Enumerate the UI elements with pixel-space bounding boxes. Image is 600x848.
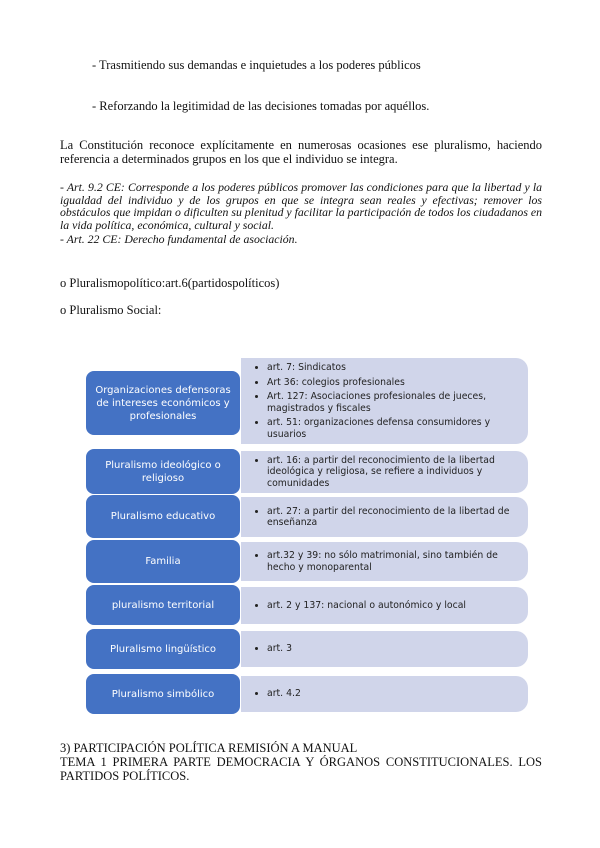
diagram-detail-5 [241,587,528,624]
diagram-label-1: Organizaciones defensoras de intereses económicos y profesionales [85,370,241,436]
detail-item: • art. 16: a partir del reconocimiento de la libertad ideológica y religiosa, se refiere a individuos y comunidades [267,455,520,490]
pluralismo-politico: o Pluralismopolítico:art.6(partidospolíticos) [60,276,280,290]
detail-item: • art. 3 [267,643,520,655]
bullet-1: - Trasmitiendo sus demandas e inquietudes a los poderes públicos [92,58,421,72]
paragraph: La Constitución reconoce explícitamente en numerosas ocasiones ese pluralismo, haciendo referencia a determinados grupos en los que el individuo se integra. [60,138,542,166]
diagram-label-2: Pluralismo ideológico o religioso [85,448,241,495]
quote-art-22: - Art. 22 CE: Derecho fundamental de asociación. [60,232,298,246]
section-text: TEMA 1 PRIMERA PARTE DEMOCRACIA Y ÓRGANOS CONSTITUCIONALES. LOS PARTIDOS POLÍTICOS. [60,755,542,783]
diagram-detail-7 [241,676,528,712]
diagram-label-5: pluralismo territorial [85,584,241,626]
diagram-label-7: Pluralismo simbólico [85,673,241,715]
detail-item: • art. 51: organizaciones defensa consumidores y usuarios [267,417,520,440]
detail-item: • Art. 127: Asociaciones profesionales de jueces, magistrados y fiscales [267,391,520,414]
diagram-label-3: Pluralismo educativo [85,494,241,539]
diagram-detail-1 [241,358,528,444]
diagram-label-6: Pluralismo lingüístico [85,628,241,670]
pluralismo-social: o Pluralismo Social: [60,303,162,317]
section-heading: 3) PARTICIPACIÓN POLÍTICA REMISIÓN A MANUAL [60,741,358,755]
diagram-detail-2 [241,451,528,493]
detail-item: • Art 36: colegios profesionales [267,377,520,389]
bullet-2: - Reforzando la legitimidad de las decisiones tomadas por aquéllos. [92,99,430,113]
diagram-detail-3 [241,497,528,537]
detail-item: • art. 4.2 [267,688,520,700]
diagram-detail-4 [241,542,528,581]
diagram-detail-6 [241,631,528,667]
detail-item: • art. 7: Sindicatos [267,362,520,374]
diagram-label-4: Familia [85,539,241,584]
detail-item: • art. 27: a partir del reconocimiento de la libertad de enseñanza [267,506,520,529]
detail-item: • art.32 y 39: no sólo matrimonial, sino también de hecho y monoparental [267,550,520,573]
detail-item: • art. 2 y 137: nacional o autonómico y local [267,600,520,612]
quote-art-9-2: - Art. 9.2 CE: Corresponde a los poderes públicos promover las condiciones para que la libertad y la igualdad del individuo y de los grupos en que se integra sean reales y efectivas; remover los obstáculos que impidan o dificulten su plenitud y facilitar la participación de todos los ciudadanos en la vida política, económica, cultural y social. [60,180,542,232]
